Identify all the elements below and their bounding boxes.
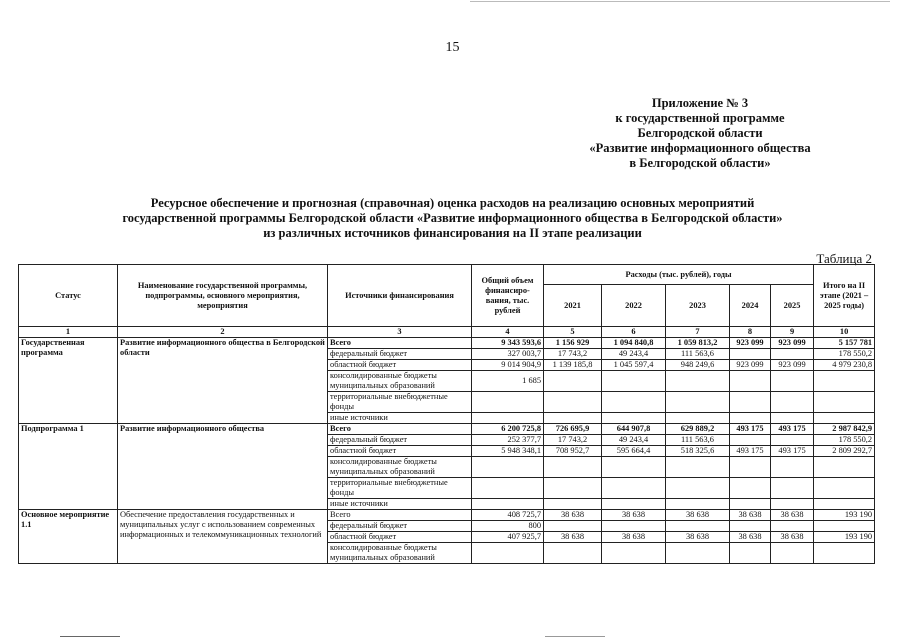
value-cell: 493 175 [771,424,814,435]
value-cell: 1 059 813,2 [666,338,730,349]
value-cell: 327 003,7 [472,349,544,360]
value-cell: 629 889,2 [666,424,730,435]
appendix-line: к государственной программе [615,111,785,125]
value-cell: 493 175 [730,424,771,435]
value-cell: 6 200 725,8 [472,424,544,435]
top-edge-rule [470,1,890,2]
value-cell [666,543,730,564]
value-cell [730,499,771,510]
value-cell [544,457,602,478]
header-year: 2022 [602,285,666,327]
value-cell [730,478,771,499]
value-cell [544,478,602,499]
title-line: государственной программы Белгородской области «Развитие информационного общества в Белгородской области» [122,211,783,225]
value-cell: 17 743,2 [544,349,602,360]
column-number: 7 [666,327,730,338]
value-cell [771,392,814,413]
appendix-line: Белгородской области [637,126,763,140]
value-cell [771,499,814,510]
column-number: 9 [771,327,814,338]
value-cell [730,392,771,413]
value-cell [814,457,875,478]
value-cell [730,435,771,446]
appendix-line: «Развитие информационного общества [589,141,811,155]
value-cell [730,457,771,478]
value-cell [771,435,814,446]
value-cell [666,521,730,532]
value-cell: 38 638 [666,510,730,521]
value-cell [771,457,814,478]
value-cell [472,457,544,478]
value-cell [814,521,875,532]
header-sources: Источники финансирования [328,265,472,327]
value-cell: 948 249,6 [666,360,730,371]
value-cell [602,499,666,510]
column-number: 2 [118,327,328,338]
header-total-stage: Итого на II этапе (2021 – 2025 годы) [814,265,875,327]
column-number-row [19,327,875,338]
value-cell: 38 638 [666,532,730,543]
value-cell: 407 925,7 [472,532,544,543]
value-cell: 38 638 [730,510,771,521]
value-cell: 408 725,7 [472,510,544,521]
value-cell [666,371,730,392]
value-cell [730,349,771,360]
value-cell: 5 157 781 [814,338,875,349]
value-cell: 17 743,2 [544,435,602,446]
status-cell: Государственная программа [19,338,118,424]
value-cell [544,499,602,510]
source-cell: консолидированные бюджеты муниципальных образований [328,371,472,392]
table-row [19,424,875,435]
value-cell: 1 045 597,4 [602,360,666,371]
title-line: Ресурсное обеспечение и прогнозная (справочная) оценка расходов на реализацию основных мероприятий [150,196,755,210]
value-cell [666,478,730,499]
name-cell: Обеспечение предоставления государственных и муниципальных услуг с использованием современных информационных и телекоммуникационных технологий [118,510,328,564]
value-cell [666,457,730,478]
value-cell [602,543,666,564]
value-cell: 38 638 [544,532,602,543]
value-cell [730,371,771,392]
value-cell: 9 343 593,6 [472,338,544,349]
value-cell: 178 550,2 [814,435,875,446]
value-cell: 2 809 292,7 [814,446,875,457]
appendix-line: Приложение № 3 [651,96,749,110]
value-cell [544,543,602,564]
column-number: 10 [814,327,875,338]
value-cell [602,413,666,424]
column-number: 4 [472,327,544,338]
table-label: Таблица 2 [816,251,872,266]
value-cell: 193 190 [814,532,875,543]
table-row [19,510,875,521]
value-cell [771,371,814,392]
column-number: 6 [602,327,666,338]
value-cell [472,478,544,499]
value-cell [472,499,544,510]
value-cell [814,371,875,392]
value-cell [472,543,544,564]
source-cell: областной бюджет [328,360,472,371]
value-cell [771,349,814,360]
name-cell: Развитие информационного общества [118,424,328,510]
column-number: 8 [730,327,771,338]
source-cell: Всего [328,338,472,349]
name-cell: Развитие информационного общества в Белгородской области [118,338,328,424]
status-cell: Подпрограмма 1 [19,424,118,510]
resource-table [18,264,875,564]
value-cell: 49 243,4 [602,349,666,360]
table-row [19,338,875,349]
source-cell: территориальные внебюджетные фонды [328,392,472,413]
value-cell [814,478,875,499]
value-cell: 49 243,4 [602,435,666,446]
value-cell: 1 156 929 [544,338,602,349]
value-cell: 252 377,7 [472,435,544,446]
footer-rule [60,636,120,637]
value-cell [814,413,875,424]
title-line: из различных источников финансирования на II этапе реализации [263,226,642,240]
appendix-block [555,96,845,171]
value-cell [602,478,666,499]
header-status: Статус [19,265,118,327]
source-cell: иные источники [328,499,472,510]
column-number: 1 [19,327,118,338]
value-cell: 38 638 [602,532,666,543]
value-cell: 923 099 [730,338,771,349]
value-cell [730,521,771,532]
header-year: 2024 [730,285,771,327]
source-cell: консолидированные бюджеты муниципальных образований [328,457,472,478]
value-cell: 193 190 [814,510,875,521]
value-cell [814,499,875,510]
value-cell: 1 094 840,8 [602,338,666,349]
value-cell [771,521,814,532]
value-cell: 38 638 [771,510,814,521]
value-cell: 1 139 185,8 [544,360,602,371]
value-cell: 644 907,8 [602,424,666,435]
value-cell: 2 987 842,9 [814,424,875,435]
page-number: 15 [445,40,460,55]
source-cell: федеральный бюджет [328,435,472,446]
value-cell [472,413,544,424]
header-total-volume: Общий объем финансиро-вания, тыс. рублей [472,265,544,327]
value-cell [544,521,602,532]
source-cell: областной бюджет [328,446,472,457]
value-cell: 5 948 348,1 [472,446,544,457]
column-number: 3 [328,327,472,338]
value-cell: 493 175 [771,446,814,457]
header-year: 2023 [666,285,730,327]
value-cell: 38 638 [771,532,814,543]
value-cell [602,371,666,392]
value-cell [814,543,875,564]
value-cell [814,392,875,413]
source-cell: иные источники [328,413,472,424]
value-cell [771,478,814,499]
value-cell [602,521,666,532]
value-cell [544,392,602,413]
value-cell: 800 [472,521,544,532]
header-year: 2021 [544,285,602,327]
value-cell: 493 175 [730,446,771,457]
value-cell: 178 550,2 [814,349,875,360]
value-cell [771,543,814,564]
value-cell: 4 979 230,8 [814,360,875,371]
value-cell: 38 638 [544,510,602,521]
source-cell: областной бюджет [328,532,472,543]
header-expenses: Расходы (тыс. рублей), годы [544,265,814,285]
value-cell [730,413,771,424]
value-cell: 111 563,6 [666,349,730,360]
source-cell: Всего [328,510,472,521]
value-cell [666,392,730,413]
header-year: 2025 [771,285,814,327]
value-cell: 923 099 [771,360,814,371]
value-cell [666,499,730,510]
value-cell: 111 563,6 [666,435,730,446]
value-cell [602,392,666,413]
source-cell: федеральный бюджет [328,349,472,360]
appendix-line: в Белгородской области» [629,156,771,170]
value-cell: 708 952,7 [544,446,602,457]
status-cell: Основное мероприятие 1.1 [19,510,118,564]
value-cell: 1 685 [472,371,544,392]
source-cell: консолидированные бюджеты муниципальных образований [328,543,472,564]
value-cell [544,413,602,424]
table-body [19,338,875,564]
value-cell: 9 014 904,9 [472,360,544,371]
source-cell: федеральный бюджет [328,521,472,532]
value-cell [771,413,814,424]
footer-rule [545,636,605,637]
value-cell [602,457,666,478]
value-cell: 923 099 [730,360,771,371]
value-cell: 595 664,4 [602,446,666,457]
value-cell: 38 638 [730,532,771,543]
header-name: Наименование государственной программы, подпрограммы, основного мероприятия, мероприятия [118,265,328,327]
source-cell: территориальные внебюджетные фонды [328,478,472,499]
value-cell [544,371,602,392]
value-cell [730,543,771,564]
value-cell: 726 695,9 [544,424,602,435]
value-cell [472,392,544,413]
value-cell: 518 325,6 [666,446,730,457]
source-cell: Всего [328,424,472,435]
value-cell [666,413,730,424]
column-number: 5 [544,327,602,338]
document-title [0,196,905,241]
value-cell: 38 638 [602,510,666,521]
value-cell: 923 099 [771,338,814,349]
